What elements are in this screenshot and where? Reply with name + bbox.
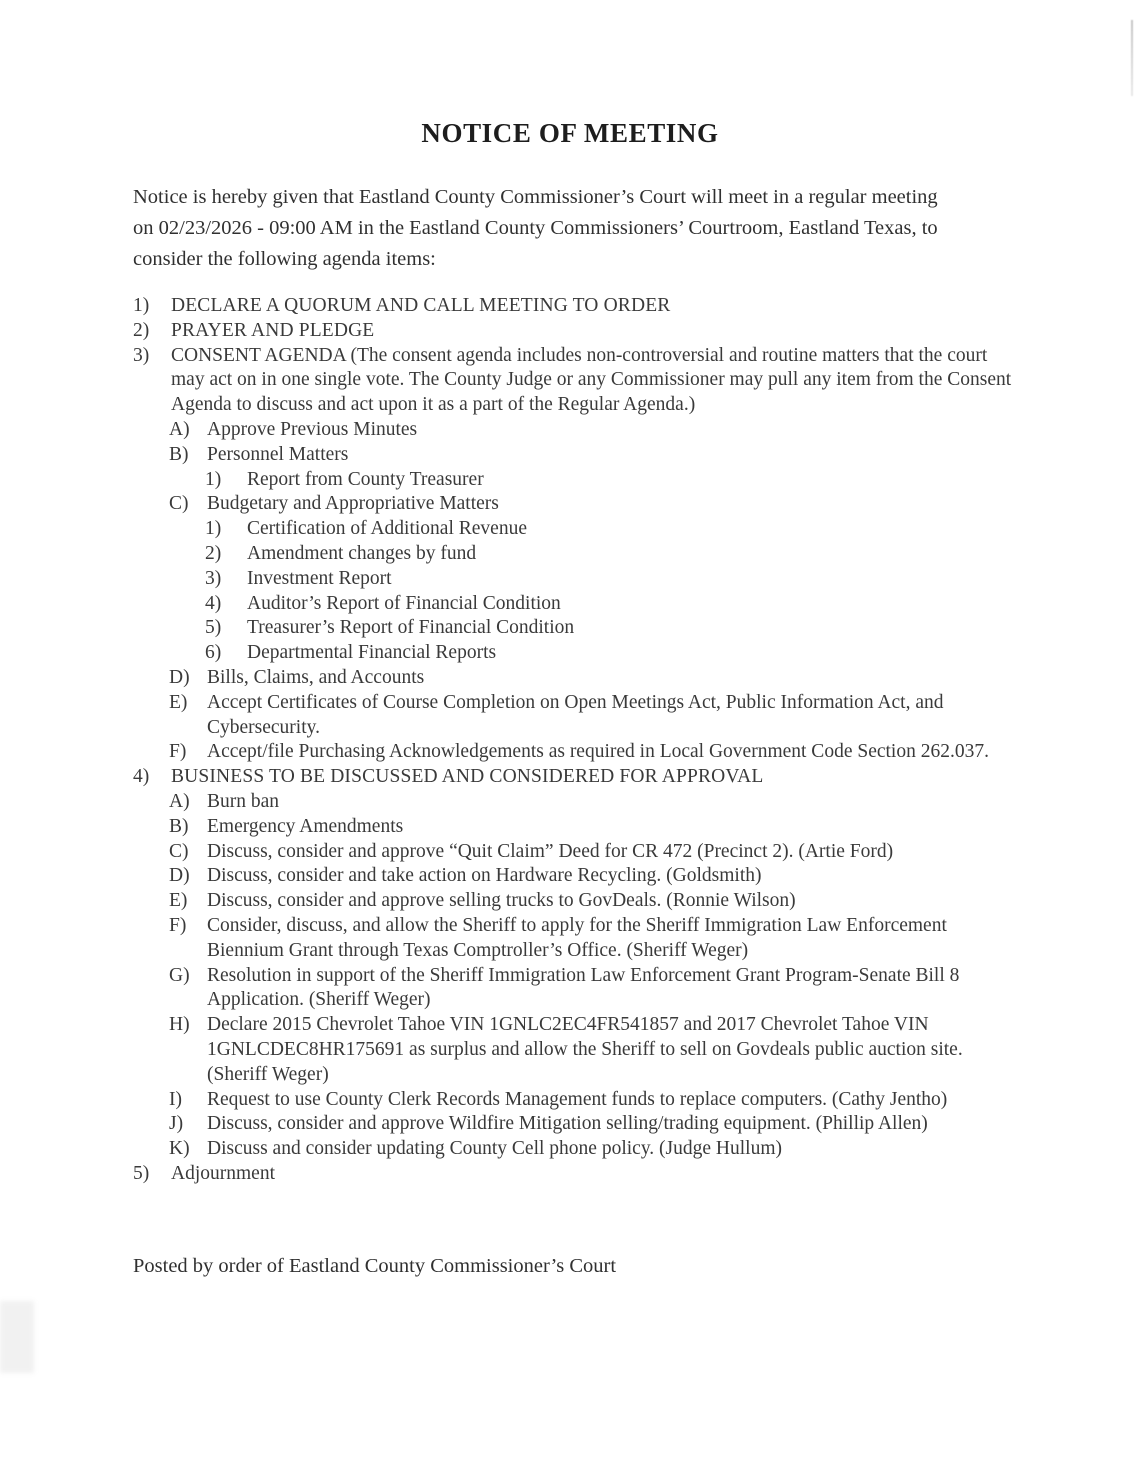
page-title: NOTICE OF MEETING — [421, 118, 719, 148]
agenda-item-3-marker: 3) — [133, 344, 150, 366]
agenda-item-4e-marker: E) — [169, 890, 188, 912]
agenda-item-3b — [169, 443, 1013, 468]
agenda-item-3c-marker: C) — [169, 493, 189, 515]
agenda-item-4c-label: Discuss, consider and approve “Quit Claim” Deed for CR 472 (Precinct 2). (Artie Ford) — [207, 840, 894, 862]
agenda-item-4c-marker: C) — [169, 840, 189, 862]
agenda-item-3c6-marker: 6) — [205, 642, 222, 664]
agenda-item-3e-marker: E) — [169, 691, 188, 713]
agenda-item-3c3-label: Investment Report — [247, 567, 392, 589]
agenda-item-3c3 — [205, 567, 1013, 592]
agenda-item-3c3-marker: 3) — [205, 567, 222, 589]
agenda-item-4j-label: Discuss, consider and approve Wildfire Mitigation selling/trading equipment. (Phillip Allen) — [207, 1113, 928, 1135]
agenda-item-4-marker: 4) — [133, 766, 150, 788]
agenda-list — [133, 294, 1013, 1187]
agenda-item-3a-label: Approve Previous Minutes — [207, 418, 418, 440]
agenda-item-4b-marker: B) — [169, 815, 189, 837]
agenda-item-3c5-label: Treasurer’s Report of Financial Condition — [247, 617, 575, 639]
agenda-item-3c2-label: Amendment changes by fund — [247, 542, 477, 564]
agenda-item-4g — [169, 964, 1013, 1014]
notice-intro-paragraph: Notice is hereby given that Eastland County Commissioner’s Court will meet in a regular meeting on 02/23/2026 - 09:00 AM in the Eastland County Commissioners’ Courtroom, Eastland Texas, to consider the following agenda items: — [133, 186, 938, 270]
agenda-item-3c5-marker: 5) — [205, 617, 222, 639]
agenda-item-3f-marker: F) — [169, 741, 187, 763]
agenda-item-3c1 — [205, 517, 1013, 542]
agenda-item-3c5 — [205, 616, 1013, 641]
agenda-item-4j — [169, 1112, 1013, 1137]
agenda-item-3c — [169, 492, 1013, 517]
agenda-item-3b1 — [205, 468, 1013, 493]
agenda-item-3-label: CONSENT AGENDA (The consent agenda includes non-controversial and routine matters that the court may act on in one single vote. The County Judge or any Commissioner may pull any item from the Consent Agenda to discuss and act upon it as a part of the Regular Agenda.) — [171, 344, 1012, 416]
agenda-item-2-label: PRAYER AND PLEDGE — [171, 319, 375, 341]
agenda-item-3d — [169, 666, 1013, 691]
agenda-item-4k — [169, 1137, 1013, 1162]
agenda-item-5 — [133, 1162, 1013, 1187]
agenda-item-4k-label: Discuss and consider updating County Cell phone policy. (Judge Hullum) — [207, 1138, 782, 1160]
agenda-item-3d-label: Bills, Claims, and Accounts — [207, 666, 425, 688]
agenda-item-4e — [169, 889, 1013, 914]
agenda-item-4 — [133, 765, 1013, 790]
agenda-item-4h-marker: H) — [169, 1014, 190, 1036]
agenda-item-3b1-marker: 1) — [205, 468, 222, 490]
agenda-item-4c — [169, 840, 1013, 865]
agenda-item-4e-label: Discuss, consider and approve selling trucks to GovDeals. (Ronnie Wilson) — [207, 890, 796, 912]
agenda-item-4i-marker: I) — [169, 1088, 182, 1110]
agenda-item-3a-marker: A) — [169, 418, 190, 440]
agenda-item-4d-marker: D) — [169, 865, 190, 887]
agenda-item-4f-label: Consider, discuss, and allow the Sheriff to apply for the Sheriff Immigration Law Enforcement Biennium Grant through Texas Comptroller’s Office. (Sheriff Weger) — [207, 914, 947, 961]
agenda-item-4f — [169, 914, 1013, 964]
agenda-item-5-marker: 5) — [133, 1162, 150, 1184]
agenda-item-4-label: BUSINESS TO BE DISCUSSED AND CONSIDERED FOR APPROVAL — [171, 766, 764, 788]
agenda-item-3f — [169, 740, 1013, 765]
agenda-item-2 — [133, 319, 1013, 344]
agenda-item-4d — [169, 864, 1013, 889]
agenda-item-3b-label: Personnel Matters — [207, 443, 349, 465]
agenda-item-3c4-label: Auditor’s Report of Financial Condition — [247, 592, 561, 614]
agenda-item-3c6 — [205, 641, 1013, 666]
agenda-item-3 — [133, 344, 1013, 418]
agenda-item-3c1-marker: 1) — [205, 518, 222, 540]
agenda-item-3c1-label: Certification of Additional Revenue — [247, 518, 527, 540]
agenda-item-3d-marker: D) — [169, 666, 190, 688]
agenda-item-4b — [169, 815, 1013, 840]
agenda-item-3c2-marker: 2) — [205, 542, 222, 564]
agenda-item-3e-label: Accept Certificates of Course Completion on Open Meetings Act, Public Information Act, and Cybersecurity. — [207, 691, 944, 738]
agenda-item-4k-marker: K) — [169, 1138, 190, 1160]
agenda-item-1 — [133, 294, 1013, 319]
agenda-item-3c4-marker: 4) — [205, 592, 222, 614]
agenda-item-3c2 — [205, 542, 1013, 567]
posting-authority-note: Posted by order of Eastland County Commissioner’s Court — [133, 1255, 617, 1277]
agenda-item-4h — [169, 1013, 1013, 1087]
agenda-item-5-label: Adjournment — [171, 1162, 275, 1184]
agenda-item-4a-label: Burn ban — [207, 790, 280, 812]
agenda-item-3c6-label: Departmental Financial Reports — [247, 642, 497, 664]
agenda-item-3c4 — [205, 592, 1013, 617]
agenda-item-3a — [169, 418, 1013, 443]
agenda-item-3f-label: Accept/file Purchasing Acknowledgements as required in Local Government Code Section 262.037. — [207, 741, 989, 763]
agenda-item-2-marker: 2) — [133, 319, 150, 341]
agenda-item-4f-marker: F) — [169, 914, 187, 936]
agenda-item-1-marker: 1) — [133, 295, 150, 316]
agenda-item-4j-marker: J) — [169, 1113, 184, 1135]
agenda-item-4d-label: Discuss, consider and take action on Hardware Recycling. (Goldsmith) — [207, 865, 762, 887]
agenda-item-4h-label: Declare 2015 Chevrolet Tahoe VIN 1GNLC2EC4FR541857 and 2017 Chevrolet Tahoe VIN 1GNLCDEC8HR175691 as surplus and allow the Sheriff to sell on Govdeals public auction site. (Sheriff Weger) — [207, 1014, 963, 1085]
agenda-item-4g-marker: G) — [169, 964, 190, 986]
agenda-item-4i-label: Request to use County Clerk Records Management funds to replace computers. (Cathy Jentho) — [207, 1088, 948, 1110]
agenda-item-4g-label: Resolution in support of the Sheriff Immigration Law Enforcement Grant Program-Senate Bill 8 Application. (Sheriff Weger) — [207, 964, 960, 1011]
agenda-item-4b-label: Emergency Amendments — [207, 815, 404, 837]
scan-artifact-bottom-left-smudge — [0, 1301, 34, 1373]
agenda-item-3e — [169, 691, 1013, 741]
agenda-item-4a — [169, 790, 1013, 815]
agenda-item-4i — [169, 1088, 1013, 1113]
agenda-item-1-label: DECLARE A QUORUM AND CALL MEETING TO ORDER — [171, 295, 671, 316]
agenda-item-4a-marker: A) — [169, 790, 190, 812]
agenda-item-3b-marker: B) — [169, 443, 189, 465]
agenda-item-3c-label: Budgetary and Appropriative Matters — [207, 493, 499, 515]
agenda-item-3b1-label: Report from County Treasurer — [247, 468, 484, 490]
scan-artifact-right-edge-line — [1131, 20, 1133, 96]
